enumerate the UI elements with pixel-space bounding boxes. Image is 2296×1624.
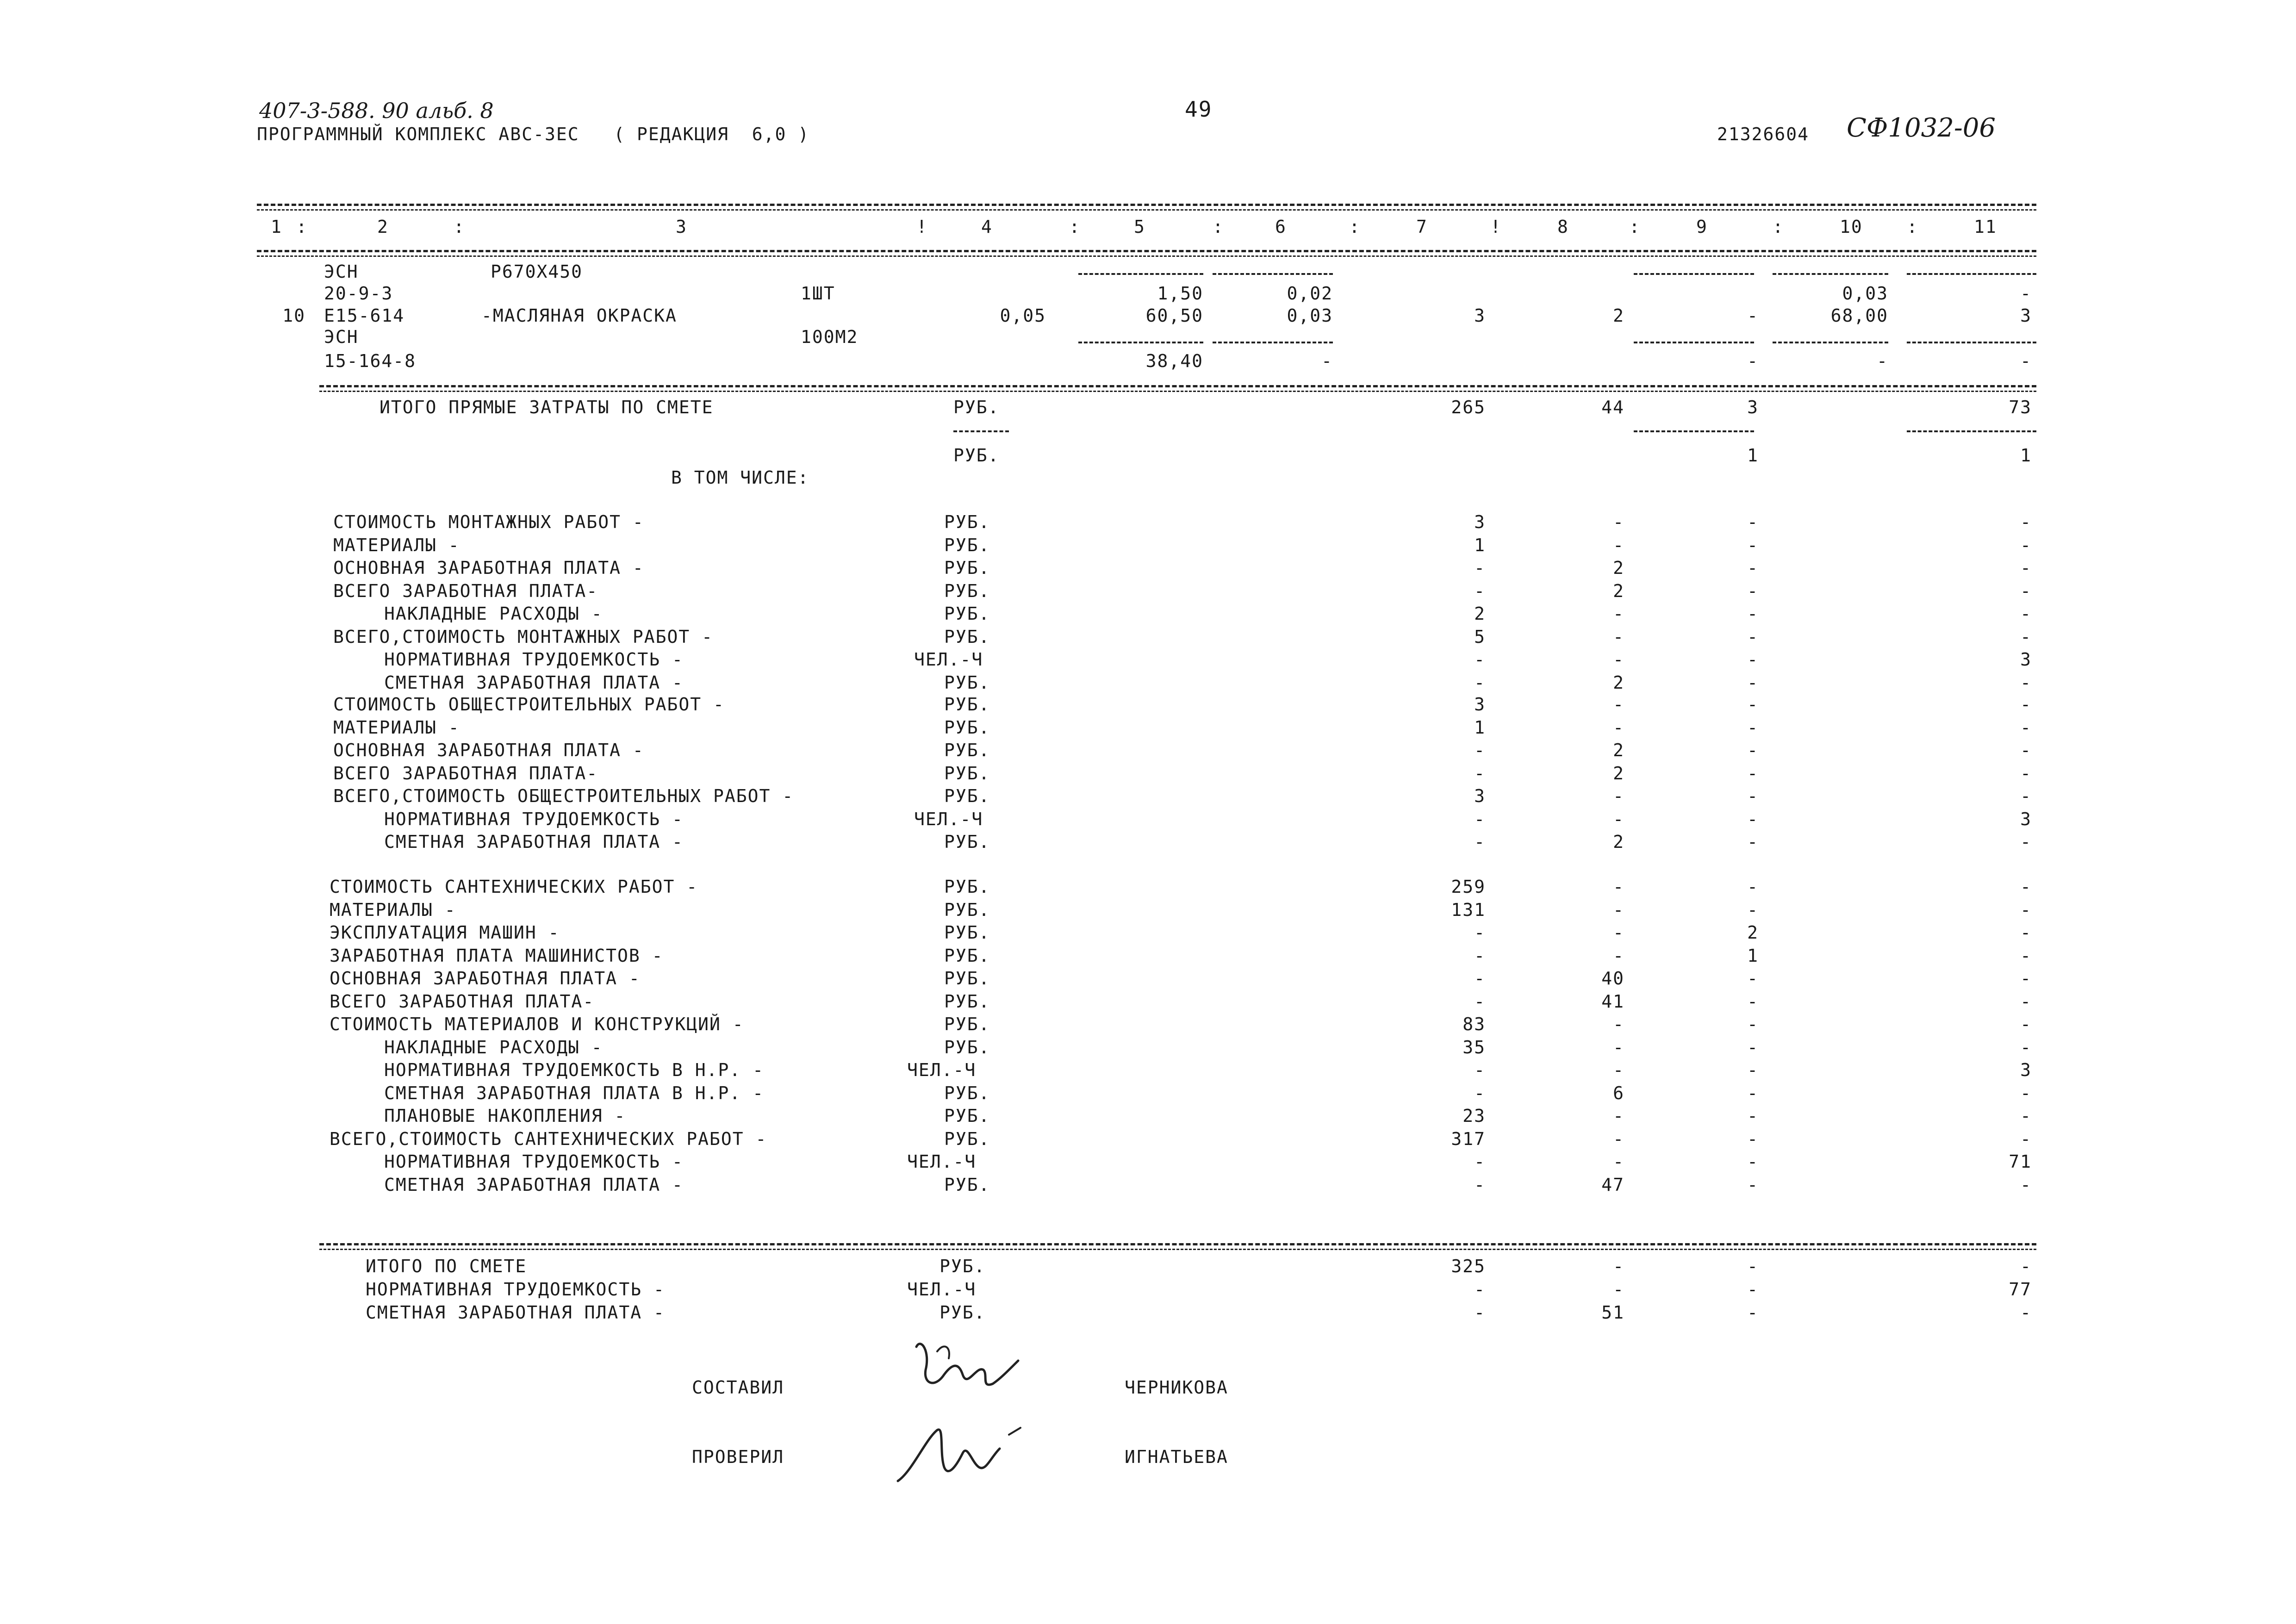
cell-col11: - <box>2020 604 2032 624</box>
breakdown-label: СТОИМОСТЬ САНТЕХНИЧЕСКИХ РАБОТ - <box>330 877 698 897</box>
breakdown-label: НАКЛАДНЫЕ РАСХОДЫ - <box>384 1037 603 1058</box>
cell-col7: 1 <box>1474 535 1486 555</box>
cell-col8: 2 <box>1613 832 1624 852</box>
cell-col6: - <box>1321 351 1333 371</box>
cell-col7: - <box>1474 1060 1486 1080</box>
column-number-11: 11 <box>1974 217 1997 237</box>
breakdown-unit: РУБ. <box>944 1175 990 1195</box>
breakdown-label: СМЕТНАЯ ЗАРАБОТНАЯ ПЛАТА - <box>384 672 684 693</box>
cell-col6: 0,02 <box>1287 283 1333 304</box>
breakdown-label: ЗАРАБОТНАЯ ПЛАТА МАШИНИСТОВ - <box>330 946 664 966</box>
breakdown-label: ВСЕГО ЗАРАБОТНАЯ ПЛАТА- <box>333 581 598 601</box>
cell-col8: - <box>1613 1279 1624 1300</box>
cell-col8: - <box>1613 1037 1624 1058</box>
compiled-by-name: ЧЕРНИКОВА <box>1125 1377 1228 1398</box>
dash <box>1634 273 1754 275</box>
cell-col8: 51 <box>1601 1302 1624 1323</box>
direct-costs-label: ИТОГО ПРЯМЫЕ ЗАТРАТЫ ПО СМЕТЕ <box>380 397 714 417</box>
cell-col11: - <box>2020 1302 2032 1323</box>
cell-col7: - <box>1474 832 1486 852</box>
item-unit: 1ШТ <box>801 283 835 304</box>
cell-col8: - <box>1613 627 1624 647</box>
column-number-3: 3 <box>676 217 687 237</box>
cell-col7: 1 <box>1474 717 1486 738</box>
breakdown-label: НОРМАТИВНАЯ ТРУДОЕМКОСТЬ - <box>384 649 684 670</box>
cell-col7: - <box>1474 763 1486 784</box>
dash <box>1634 430 1754 432</box>
cell-col7: - <box>1474 672 1486 693</box>
cell-col7: - <box>1474 1151 1486 1172</box>
dash <box>1078 342 1203 343</box>
cell-col11: - <box>2020 877 2032 897</box>
column-separator: : <box>1069 217 1081 237</box>
breakdown-label: МАТЕРИАЛЫ - <box>333 535 460 555</box>
column-number-7: 7 <box>1416 217 1428 237</box>
column-separator: ! <box>1490 217 1502 237</box>
cell-col7: 3 <box>1474 305 1486 326</box>
dash <box>1213 273 1333 275</box>
breakdown-label: ВСЕГО,СТОИМОСТЬ САНТЕХНИЧЕСКИХ РАБОТ - <box>330 1129 767 1149</box>
breakdown-unit: РУБ. <box>944 694 990 715</box>
cell-col9: - <box>1747 351 1759 371</box>
cell-col9: - <box>1747 1060 1759 1080</box>
cell-col9: - <box>1747 604 1759 624</box>
cell-col7: - <box>1474 1279 1486 1300</box>
cell-col8: - <box>1613 900 1624 920</box>
cell-col8: 2 <box>1613 740 1624 760</box>
column-number-6: 6 <box>1275 217 1287 237</box>
cell-col9: - <box>1747 1256 1759 1276</box>
cell-col11: 1 <box>2020 445 2032 466</box>
cell-col9: - <box>1747 1302 1759 1323</box>
cell-col8: - <box>1613 604 1624 624</box>
header-bottom-rule-2 <box>257 255 2036 257</box>
cell-col11: - <box>2020 627 2032 647</box>
grand-total-label: ИТОГО ПО СМЕТЕ <box>366 1256 527 1276</box>
dash <box>1907 342 2036 343</box>
checked-by-label: ПРОВЕРИЛ <box>692 1447 784 1467</box>
cell-col8: 2 <box>1613 581 1624 601</box>
breakdown-label: ПЛАНОВЫЕ НАКОПЛЕНИЯ - <box>384 1106 626 1126</box>
cell-col11: - <box>2020 968 2032 989</box>
dash <box>1907 430 2036 432</box>
grand-total-label: СМЕТНАЯ ЗАРАБОТНАЯ ПЛАТА - <box>366 1302 665 1323</box>
cell-col7: 325 <box>1451 1256 1486 1276</box>
cell-col10: - <box>1877 351 1888 371</box>
checked-signature-icon <box>893 1412 1041 1490</box>
cell-col7: 23 <box>1462 1106 1486 1126</box>
cell-col7: - <box>1474 991 1486 1012</box>
cell-col11: - <box>2020 1083 2032 1103</box>
cell-col7: 83 <box>1462 1014 1486 1034</box>
cell-col7: 5 <box>1474 627 1486 647</box>
cell-col9: - <box>1747 558 1759 578</box>
breakdown-label: ОСНОВНАЯ ЗАРАБОТНАЯ ПЛАТА - <box>333 740 644 760</box>
cell-col9: - <box>1747 1279 1759 1300</box>
breakdown-unit: РУБ. <box>944 763 990 784</box>
cell-col11: - <box>2020 1014 2032 1034</box>
cell-col11: - <box>2020 581 2032 601</box>
handwritten-project-code: 407-3-588. 90 альб. 8 <box>259 98 494 123</box>
cell-col5: 1,50 <box>1157 283 1203 304</box>
header-bottom-rule <box>257 250 2036 252</box>
breakdown-label: МАТЕРИАЛЫ - <box>333 717 460 738</box>
cell-col9: - <box>1747 900 1759 920</box>
breakdown-label: ОСНОВНАЯ ЗАРАБОТНАЯ ПЛАТА - <box>330 968 641 989</box>
cell-col9: 3 <box>1747 397 1759 417</box>
breakdown-label: МАТЕРИАЛЫ - <box>330 900 456 920</box>
cell-col9: 1 <box>1747 946 1759 966</box>
column-number-1: 1 <box>271 217 282 237</box>
dash <box>1773 342 1888 343</box>
cell-col7: - <box>1474 922 1486 943</box>
breakdown-unit: РУБ. <box>944 1106 990 1126</box>
cell-col5: 60,50 <box>1145 305 1203 326</box>
cell-col10: 68,00 <box>1830 305 1888 326</box>
cell-col7: 2 <box>1474 604 1486 624</box>
totals-rule <box>319 385 2036 387</box>
item-description: -МАСЛЯНАЯ ОКРАСКА <box>481 305 677 326</box>
cell-col8: 2 <box>1613 672 1624 693</box>
breakdown-unit: ЧЕЛ.-Ч <box>907 1151 977 1172</box>
cell-col8: 40 <box>1601 968 1624 989</box>
cell-col7: - <box>1474 1175 1486 1195</box>
cell-col11: - <box>2020 512 2032 532</box>
item-code: 20-9-3 <box>324 283 393 304</box>
dash <box>1634 342 1754 343</box>
cell-col11: - <box>2020 1106 2032 1126</box>
cell-col8: 41 <box>1601 991 1624 1012</box>
breakdown-label: ЭКСПЛУАТАЦИЯ МАШИН - <box>330 922 560 943</box>
cell-col8: - <box>1613 1129 1624 1149</box>
cell-col7: 3 <box>1474 512 1486 532</box>
totals-rule-2 <box>319 391 2036 392</box>
header-top-rule-2 <box>257 209 2036 211</box>
cell-col11: - <box>2020 694 2032 715</box>
cell-col8: - <box>1613 809 1624 829</box>
cell-col10: 0,03 <box>1842 283 1888 304</box>
cell-col8: 6 <box>1613 1083 1624 1103</box>
cell-col11: 77 <box>2009 1279 2032 1300</box>
cell-col8: 44 <box>1601 397 1624 417</box>
cell-col11: - <box>2020 740 2032 760</box>
cell-col8: - <box>1613 717 1624 738</box>
cell-col11: 73 <box>2009 397 2032 417</box>
cell-col11: - <box>2020 717 2032 738</box>
unit: РУБ. <box>953 445 1000 466</box>
cell-col9: - <box>1747 1151 1759 1172</box>
cell-col11: - <box>2020 832 2032 852</box>
cell-col9: - <box>1747 832 1759 852</box>
breakdown-unit: РУБ. <box>944 877 990 897</box>
grand-totals-rule <box>319 1243 2036 1245</box>
cell-col7: - <box>1474 1302 1486 1323</box>
cell-col8: - <box>1613 535 1624 555</box>
cell-col11: - <box>2020 1256 2032 1276</box>
cell-col8: - <box>1613 1014 1624 1034</box>
cell-col11: - <box>2020 900 2032 920</box>
cell-col9: - <box>1747 1106 1759 1126</box>
cell-col8: - <box>1613 694 1624 715</box>
breakdown-unit: РУБ. <box>944 672 990 693</box>
cell-col4: 0,05 <box>1000 305 1046 326</box>
column-separator: : <box>296 217 308 237</box>
breakdown-label: НОРМАТИВНАЯ ТРУДОЕМКОСТЬ В Н.Р. - <box>384 1060 764 1080</box>
breakdown-unit: РУБ. <box>944 1129 990 1149</box>
cell-col9: 2 <box>1747 922 1759 943</box>
cell-col9: - <box>1747 512 1759 532</box>
header-top-rule <box>257 204 2036 206</box>
column-number-4: 4 <box>981 217 993 237</box>
breakdown-unit: РУБ. <box>944 535 990 555</box>
breakdown-unit: РУБ. <box>944 968 990 989</box>
breakdown-label: ВСЕГО,СТОИМОСТЬ МОНТАЖНЫХ РАБОТ - <box>333 627 713 647</box>
item-code: 15-164-8 <box>324 351 417 371</box>
breakdown-unit: РУБ. <box>944 922 990 943</box>
cell-col9: - <box>1747 740 1759 760</box>
breakdown-label: ВСЕГО ЗАРАБОТНАЯ ПЛАТА- <box>330 991 595 1012</box>
cell-col11: - <box>2020 922 2032 943</box>
breakdown-label: НОРМАТИВНАЯ ТРУДОЕМКОСТЬ - <box>384 809 684 829</box>
cell-col7: - <box>1474 649 1486 670</box>
grand-total-unit: РУБ. <box>940 1256 986 1276</box>
cell-col7: 3 <box>1474 694 1486 715</box>
including-label: В ТОМ ЧИСЛЕ: <box>671 467 809 488</box>
cell-col11: - <box>2020 1129 2032 1149</box>
cell-col7: 3 <box>1474 786 1486 806</box>
unit: РУБ. <box>953 397 1000 417</box>
breakdown-unit: РУБ. <box>944 512 990 532</box>
cell-col7: - <box>1474 946 1486 966</box>
cell-col8: - <box>1613 512 1624 532</box>
breakdown-label: СМЕТНАЯ ЗАРАБОТНАЯ ПЛАТА В Н.Р. - <box>384 1083 764 1103</box>
cell-col11: 71 <box>2009 1151 2032 1172</box>
column-number-9: 9 <box>1696 217 1708 237</box>
item-description: Р670Х450 <box>491 261 583 282</box>
cell-col8: - <box>1613 877 1624 897</box>
cell-col9: 1 <box>1747 445 1759 466</box>
cell-col11: - <box>2020 351 2032 371</box>
cell-col9: - <box>1747 1014 1759 1034</box>
cell-col11: - <box>2020 535 2032 555</box>
cell-col7: - <box>1474 1083 1486 1103</box>
column-separator: : <box>1349 217 1361 237</box>
cell-col11: - <box>2020 558 2032 578</box>
cell-col8: - <box>1613 946 1624 966</box>
cell-col9: - <box>1747 786 1759 806</box>
cell-col9: - <box>1747 1175 1759 1195</box>
page-number: 49 <box>1185 97 1213 122</box>
cell-col8: - <box>1613 1060 1624 1080</box>
cell-col7: 259 <box>1451 877 1486 897</box>
cell-col7: - <box>1474 809 1486 829</box>
cell-col9: - <box>1747 672 1759 693</box>
cell-col9: - <box>1747 968 1759 989</box>
dash <box>953 430 1009 432</box>
cell-col8: - <box>1613 1256 1624 1276</box>
grand-total-label: НОРМАТИВНАЯ ТРУДОЕМКОСТЬ - <box>366 1279 665 1300</box>
cell-col7: 131 <box>1451 900 1486 920</box>
cell-col9: - <box>1747 717 1759 738</box>
column-number-8: 8 <box>1557 217 1569 237</box>
cell-col11: - <box>2020 763 2032 784</box>
breakdown-label: ВСЕГО ЗАРАБОТНАЯ ПЛАТА- <box>333 763 598 784</box>
cell-col7: 317 <box>1451 1129 1486 1149</box>
cell-col7: - <box>1474 968 1486 989</box>
cell-col11: - <box>2020 1175 2032 1195</box>
breakdown-label: СМЕТНАЯ ЗАРАБОТНАЯ ПЛАТА - <box>384 1175 684 1195</box>
cell-col11: 3 <box>2020 305 2032 326</box>
breakdown-unit: РУБ. <box>944 1083 990 1103</box>
program-line: ПРОГРАММНЫЙ КОМПЛЕКС АВС-3ЕС ( РЕДАКЦИЯ 6,0 ) <box>257 124 810 144</box>
cell-col11: 3 <box>2020 1060 2032 1080</box>
dash <box>1078 273 1203 275</box>
dash <box>1213 342 1333 343</box>
cell-col9: - <box>1747 649 1759 670</box>
cell-col9: - <box>1747 991 1759 1012</box>
cell-col8: 2 <box>1613 305 1624 326</box>
item-number: 10 <box>282 305 305 326</box>
cell-col11: - <box>2020 672 2032 693</box>
breakdown-unit: РУБ. <box>944 717 990 738</box>
cell-col9: - <box>1747 305 1759 326</box>
cell-col11: - <box>2020 1037 2032 1058</box>
column-number-10: 10 <box>1840 217 1863 237</box>
cell-col9: - <box>1747 581 1759 601</box>
cell-col9: - <box>1747 694 1759 715</box>
item-code: Е15-614 <box>324 305 405 326</box>
cell-col8: - <box>1613 1151 1624 1172</box>
column-number-5: 5 <box>1134 217 1145 237</box>
column-separator: ! <box>916 217 928 237</box>
breakdown-unit: ЧЕЛ.-Ч <box>907 1060 977 1080</box>
cell-col8: - <box>1613 1106 1624 1126</box>
dash <box>1773 273 1888 275</box>
column-separator: : <box>1907 217 1918 237</box>
breakdown-unit: РУБ. <box>944 900 990 920</box>
document-number: 21326604 <box>1717 124 1810 144</box>
item-code: ЭСН <box>324 261 359 282</box>
breakdown-unit: РУБ. <box>944 740 990 760</box>
breakdown-unit: РУБ. <box>944 786 990 806</box>
breakdown-label: НОРМАТИВНАЯ ТРУДОЕМКОСТЬ - <box>384 1151 684 1172</box>
cell-col11: 3 <box>2020 809 2032 829</box>
handwritten-reference: СФ1032-06 <box>1847 113 1996 143</box>
breakdown-unit: РУБ. <box>944 627 990 647</box>
breakdown-label: ВСЕГО,СТОИМОСТЬ ОБЩЕСТРОИТЕЛЬНЫХ РАБОТ - <box>333 786 794 806</box>
cell-col8: - <box>1613 922 1624 943</box>
item-code: ЭСН <box>324 327 359 347</box>
grand-total-unit: РУБ. <box>940 1302 986 1323</box>
breakdown-unit: РУБ. <box>944 991 990 1012</box>
cell-col8: - <box>1613 649 1624 670</box>
cell-col9: - <box>1747 1037 1759 1058</box>
breakdown-label: СТОИМОСТЬ МОНТАЖНЫХ РАБОТ - <box>333 512 644 532</box>
cell-col11: - <box>2020 786 2032 806</box>
cell-col11: 3 <box>2020 649 2032 670</box>
breakdown-label: СМЕТНАЯ ЗАРАБОТНАЯ ПЛАТА - <box>384 832 684 852</box>
grand-total-unit: ЧЕЛ.-Ч <box>907 1279 977 1300</box>
breakdown-unit: РУБ. <box>944 558 990 578</box>
cell-col9: - <box>1747 535 1759 555</box>
breakdown-unit: РУБ. <box>944 581 990 601</box>
cell-col7: 35 <box>1462 1037 1486 1058</box>
cell-col9: - <box>1747 1129 1759 1149</box>
column-separator: : <box>1773 217 1784 237</box>
column-separator: : <box>454 217 465 237</box>
cell-col9: - <box>1747 627 1759 647</box>
breakdown-label: СТОИМОСТЬ МАТЕРИАЛОВ И КОНСТРУКЦИЙ - <box>330 1014 744 1034</box>
cell-col11: - <box>2020 946 2032 966</box>
cell-col8: 2 <box>1613 763 1624 784</box>
breakdown-label: СТОИМОСТЬ ОБЩЕСТРОИТЕЛЬНЫХ РАБОТ - <box>333 694 725 715</box>
cell-col6: 0,03 <box>1287 305 1333 326</box>
checked-by-name: ИГНАТЬЕВА <box>1125 1447 1228 1467</box>
column-number-2: 2 <box>377 217 389 237</box>
item-unit: 100М2 <box>801 327 859 347</box>
cell-col9: - <box>1747 877 1759 897</box>
cell-col9: - <box>1747 763 1759 784</box>
cell-col7: 265 <box>1451 397 1486 417</box>
dash <box>1907 273 2036 275</box>
breakdown-unit: РУБ. <box>944 946 990 966</box>
cell-col7: - <box>1474 558 1486 578</box>
breakdown-label: НАКЛАДНЫЕ РАСХОДЫ - <box>384 604 603 624</box>
breakdown-unit: РУБ. <box>944 604 990 624</box>
cell-col7: - <box>1474 581 1486 601</box>
grand-totals-rule-2 <box>319 1249 2036 1250</box>
column-separator: : <box>1629 217 1641 237</box>
breakdown-unit: ЧЕЛ.-Ч <box>914 649 983 670</box>
cell-col9: - <box>1747 1083 1759 1103</box>
cell-col9: - <box>1747 809 1759 829</box>
cell-col11: - <box>2020 991 2032 1012</box>
breakdown-unit: РУБ. <box>944 1037 990 1058</box>
breakdown-unit: РУБ. <box>944 1014 990 1034</box>
breakdown-unit: РУБ. <box>944 832 990 852</box>
cell-col8: 47 <box>1601 1175 1624 1195</box>
cell-col8: 2 <box>1613 558 1624 578</box>
cell-col8: - <box>1613 786 1624 806</box>
compiled-by-label: СОСТАВИЛ <box>692 1377 784 1398</box>
cell-col11: - <box>2020 283 2032 304</box>
compiled-signature-icon <box>907 1333 1037 1416</box>
breakdown-unit: ЧЕЛ.-Ч <box>914 809 983 829</box>
breakdown-label: ОСНОВНАЯ ЗАРАБОТНАЯ ПЛАТА - <box>333 558 644 578</box>
cell-col5: 38,40 <box>1145 351 1203 371</box>
cell-col7: - <box>1474 740 1486 760</box>
column-separator: : <box>1213 217 1224 237</box>
